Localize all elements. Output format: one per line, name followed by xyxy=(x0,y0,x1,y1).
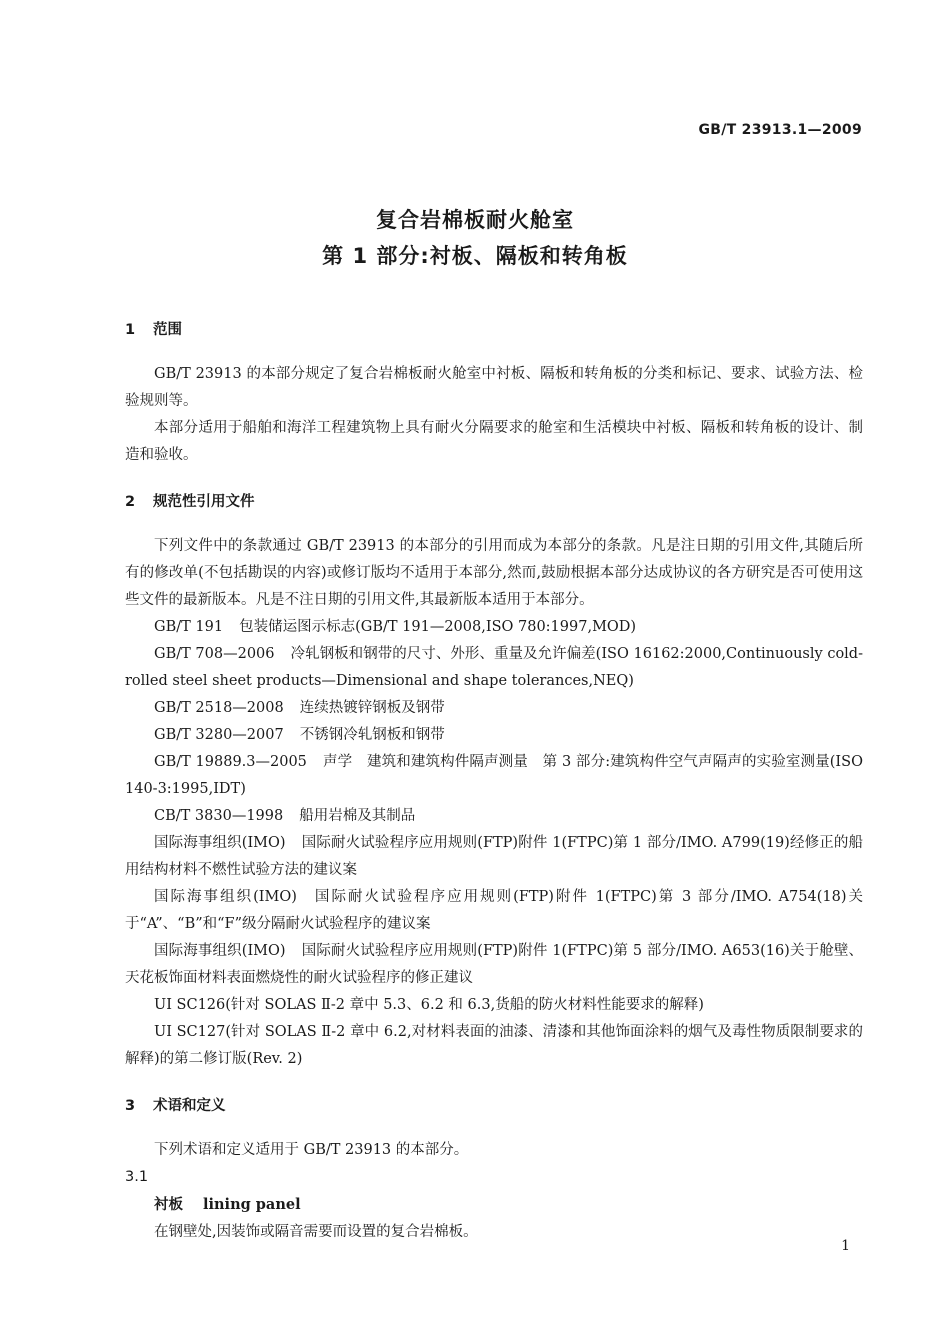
body-content xyxy=(125,317,863,1246)
reference-text: 声学 建筑和建筑构件隔声测量 第 3 部分:建筑构件空气声隔声的实验室测量(ISO 140-3:1995,IDT) xyxy=(125,754,863,797)
title-line-2: 第 1 部分:衬板、隔板和转角板 xyxy=(322,244,628,268)
section-number: 2 xyxy=(125,494,136,510)
section-number: 3 xyxy=(125,1098,136,1114)
reference-item xyxy=(125,992,863,1019)
section-3-heading xyxy=(125,1093,863,1120)
term-chinese: 衬板 xyxy=(154,1197,183,1213)
reference-item xyxy=(125,641,863,695)
section-1-heading xyxy=(125,317,863,344)
reference-text: 连续热镀锌钢板及钢带 xyxy=(299,700,445,716)
section-number: 1 xyxy=(125,322,136,338)
reference-code: 国际海事组织(IMO) xyxy=(154,835,286,851)
paragraph: 下列文件中的条款通过 GB/T 23913 的本部分的引用而成为本部分的条款。凡是注日期的引用文件,其随后所有的修改单(不包括勘误的内容)或修订版均不适用于本部分,然而,鼓励根据本部分达成协议的各方研究是否可使用这些文件的最新版本。凡是不注日期的引用文件,其最新版本适用于本部分。 xyxy=(125,538,863,608)
reference-item xyxy=(125,803,863,830)
reference-text: 不锈钢冷轧钢板和钢带 xyxy=(299,727,445,743)
reference-code: GB/T 708—2006 xyxy=(154,646,275,662)
paragraph: GB/T 23913 的本部分规定了复合岩棉板耐火舱室中衬板、隔板和转角板的分类和标记、要求、试验方法、检验规则等。 xyxy=(125,366,863,409)
reference-item xyxy=(125,749,863,803)
standard-code: GB/T 23913.1—2009 xyxy=(698,122,862,138)
reference-text: UI SC127(针对 SOLAS Ⅱ-2 章中 6.2,对材料表面的油漆、清漆和其他饰面涂料的烟气及毒性物质限制要求的解释)的第二修订版(Rev. 2) xyxy=(125,1024,863,1067)
paragraph: 本部分适用于船舶和海洋工程建筑物上具有耐火分隔要求的舱室和生活模块中衬板、隔板和转角板的设计、制造和验收。 xyxy=(125,420,863,463)
reference-text: 国际耐火试验程序应用规则(FTP)附件 1(FTPC)第 3 部分/IMO. A754(18)关于“A”、“B”和“F”级分隔耐火试验程序的建议案 xyxy=(125,889,864,932)
reference-code: 国际海事组织(IMO) xyxy=(154,889,297,905)
section-title: 规范性引用文件 xyxy=(153,494,255,510)
reference-item xyxy=(125,614,863,641)
page-number: 1 xyxy=(841,1238,850,1254)
reference-item xyxy=(125,830,863,884)
reference-code: GB/T 2518—2008 xyxy=(154,700,284,716)
reference-item xyxy=(125,722,863,749)
term-english: lining panel xyxy=(203,1196,301,1213)
paragraph: 下列术语和定义适用于 GB/T 23913 的本部分。 xyxy=(154,1142,469,1158)
reference-item xyxy=(125,884,863,938)
reference-code: CB/T 3830—1998 xyxy=(154,808,284,824)
reference-code: GB/T 3280—2007 xyxy=(154,727,284,743)
reference-text: 船用岩棉及其制品 xyxy=(299,808,416,824)
reference-item xyxy=(125,1019,863,1073)
reference-code: GB/T 19889.3—2005 xyxy=(154,754,307,770)
reference-text: 冷轧钢板和钢带的尺寸、外形、重量及允许偏差(ISO 16162:2000,Continuously cold-rolled steel sheet products—Dimensional and shape tolerances,NEQ) xyxy=(125,646,863,689)
reference-text: 包装储运图示标志(GB/T 191—2008,ISO 780:1997,MOD) xyxy=(239,619,637,635)
reference-text: 国际耐火试验程序应用规则(FTP)附件 1(FTPC)第 1 部分/IMO. A799(19)经修正的船用结构材料不燃性试验方法的建议案 xyxy=(125,835,864,878)
term-entry xyxy=(125,1191,863,1219)
title-line-1: 复合岩棉板耐火舱室 xyxy=(376,208,574,232)
section-2-heading xyxy=(125,489,863,516)
reference-code: 国际海事组织(IMO) xyxy=(154,943,286,959)
section-title: 范围 xyxy=(153,322,182,338)
reference-text: 国际耐火试验程序应用规则(FTP)附件 1(FTPC)第 5 部分/IMO. A653(16)关于舱壁、天花板饰面材料表面燃烧性的耐火试验程序的修正建议 xyxy=(125,943,864,986)
term-definition: 在钢壁处,因装饰或隔音需要而设置的复合岩棉板。 xyxy=(154,1224,478,1240)
reference-item xyxy=(125,695,863,722)
reference-code: GB/T 191 xyxy=(154,619,224,635)
clause-number: 3.1 xyxy=(125,1169,149,1185)
section-title: 术语和定义 xyxy=(153,1098,226,1114)
reference-item xyxy=(125,938,863,992)
reference-text: UI SC126(针对 SOLAS Ⅱ-2 章中 5.3、6.2 和 6.3,货船的防火材料性能要求的解释) xyxy=(154,997,704,1013)
